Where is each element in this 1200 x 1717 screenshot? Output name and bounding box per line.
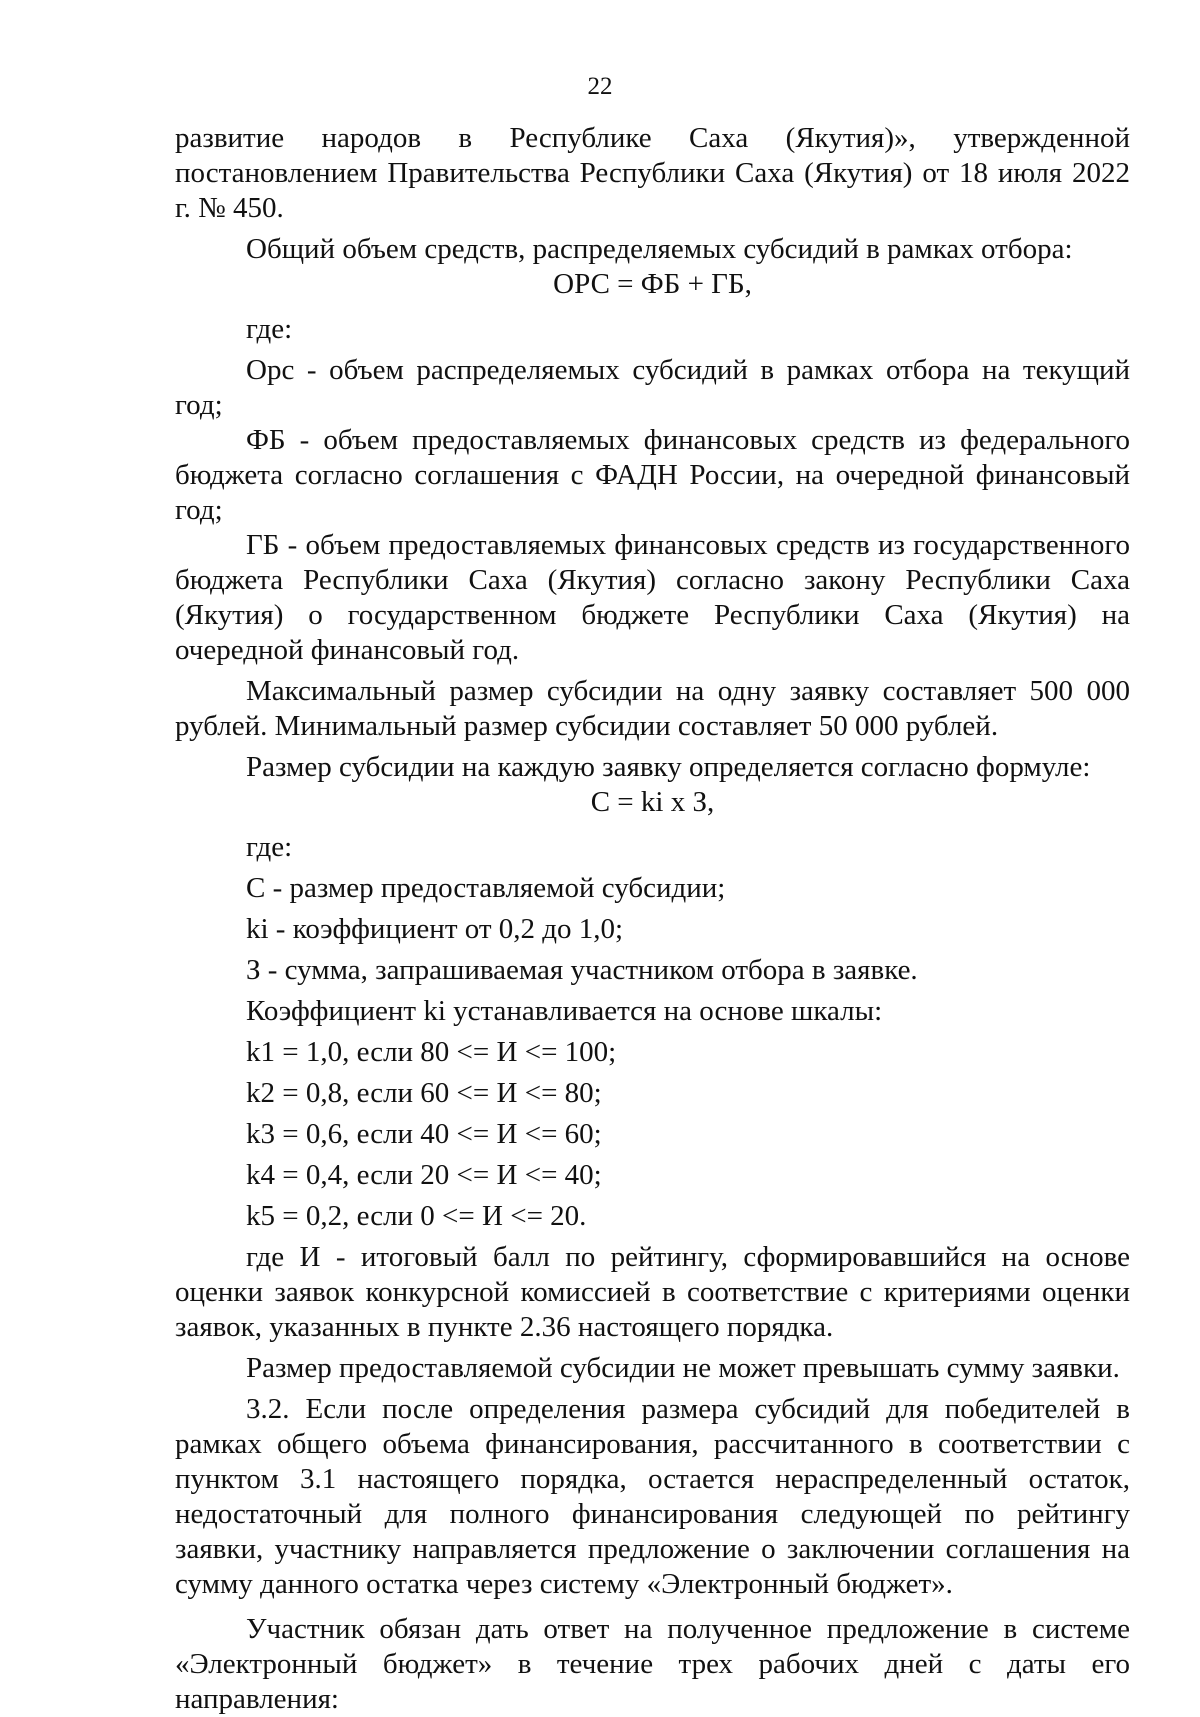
definition-c: С - размер предоставляемой субсидии; (246, 872, 726, 904)
document-body (175, 121, 1130, 1717)
formula-ors: ОРС = ФБ + ГБ, (553, 268, 752, 300)
paragraph-size-formula-intro: Размер субсидии на каждую заявку определяется согласно формуле: (246, 751, 1091, 783)
definition-orc: Орс - объем распределяемых субсидий в рамках отбора на текущий год; (175, 354, 1130, 421)
scale-k5: k5 = 0,2, если 0 <= И <= 20. (246, 1200, 587, 1232)
paragraph-continuation-line: развитие народов в Республике Саха (Якутия)», утвержденной (175, 122, 1130, 154)
scale-k3: k3 = 0,6, если 40 <= И <= 60; (246, 1118, 602, 1150)
paragraph-limit: Размер предоставляемой субсидии не может превышать сумму заявки. (246, 1352, 1120, 1384)
definition-gb: ГБ - объем предоставляемых финансовых средств из государственного бюджета Республики Саха (Якутия) согласно закону Республики Саха (Якутия) о государственном бюджете Республики Саха (Якутия) на очередной финансовый год. (175, 529, 1130, 666)
paragraph-max-size: Максимальный размер субсидии на одну заявку составляет 500 000 рублей. Минимальный размер субсидии составляет 50 000 рублей. (175, 675, 1130, 742)
scale-k4: k4 = 0,4, если 20 <= И <= 40; (246, 1159, 602, 1191)
formula-c: С = ki х З, (590, 786, 715, 818)
definition-i: где И - итоговый балл по рейтингу, сформировавшийся на основе оценки заявок конкурсной комиссией в соответствие с критериями оценки заявок, указанных в пункте 2.36 настоящего порядка. (175, 1241, 1130, 1343)
definition-z: З - сумма, запрашиваемая участником отбора в заявке. (246, 954, 918, 986)
page-number: 22 (587, 73, 613, 100)
scale-intro: Коэффициент ki устанавливается на основе шкалы: (246, 995, 883, 1027)
where-label-1: где: (246, 313, 293, 345)
definition-fb: ФБ - объем предоставляемых финансовых средств из федерального бюджета согласно соглашения с ФАДН России, на очередной финансовый год; (175, 424, 1130, 526)
definition-ki: ki - коэффициент от 0,2 до 1,0; (246, 913, 624, 945)
scale-k1: k1 = 1,0, если 80 <= И <= 100; (246, 1036, 617, 1068)
where-label-2: где: (246, 831, 293, 863)
scale-k2: k2 = 0,8, если 60 <= И <= 80; (246, 1077, 602, 1109)
paragraph-total-volume: Общий объем средств, распределяемых субсидий в рамках отбора: (246, 233, 1073, 265)
paragraph-participant: Участник обязан дать ответ на полученное предложение в системе «Электронный бюджет» в течение трех рабочих дней с даты его направления: (175, 1613, 1130, 1715)
paragraph-3-2: 3.2. Если после определения размера субсидий для победителей в рамках общего объема финансирования, рассчитанного в соответствии с пунктом 3.1 настоящего порядка, остается нераспределенный остаток, недостаточный для полного финансирования следующей по рейтингу заявки, участнику направляется предложение о заключении соглашения на сумму данного остатка через систему «Электронный бюджет». (175, 1393, 1130, 1600)
paragraph-continuation-rest: постановлением Правительства Республики Саха (Якутия) от 18 июля 2022 г. № 450. (175, 157, 1130, 224)
